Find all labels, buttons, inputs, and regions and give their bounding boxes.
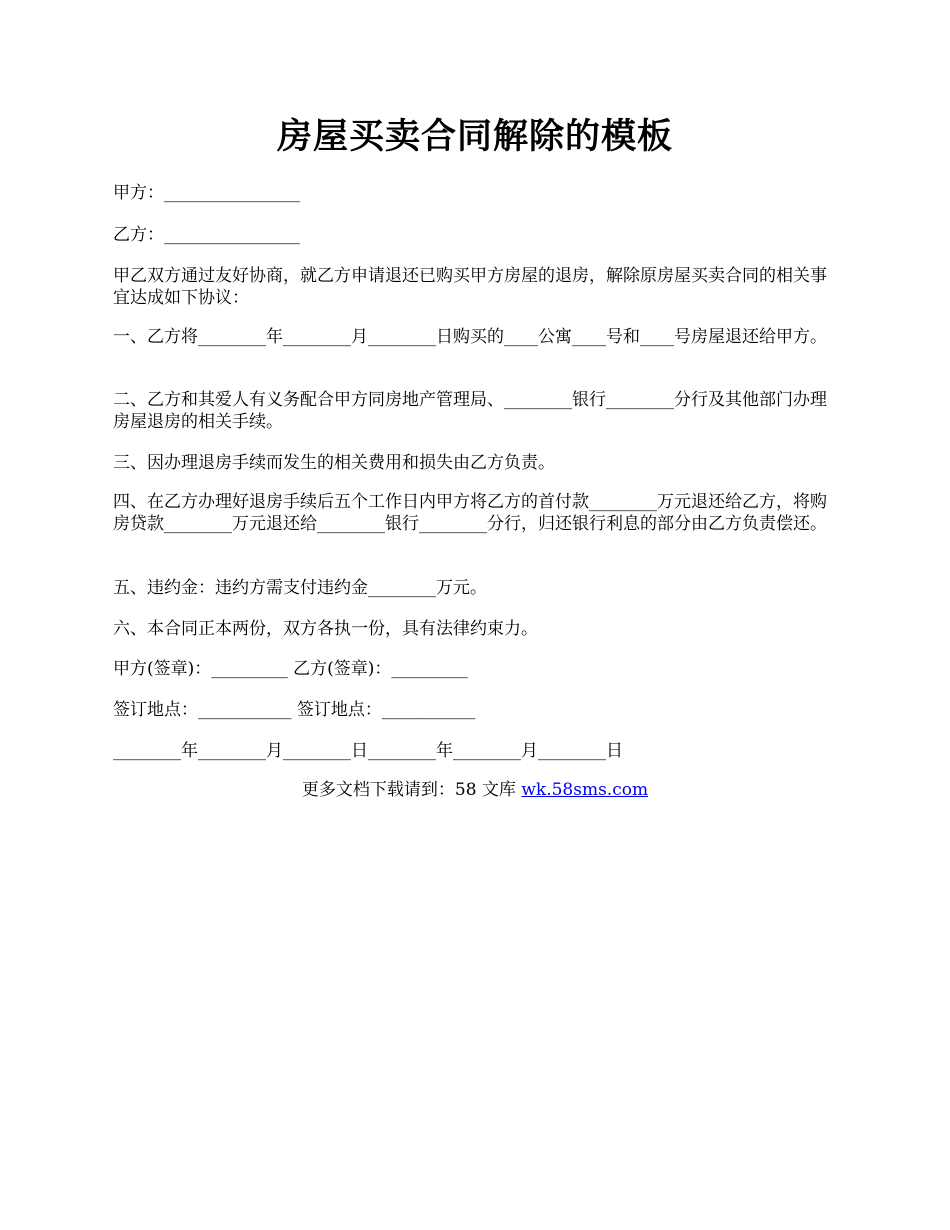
signing-place-line: 签订地点：___________ 签订地点：___________ (113, 700, 476, 720)
party-b-line: 乙方：________________ (113, 225, 300, 245)
clause-4: 四、在乙方办理好退房手续后五个工作日内甲方将乙方的首付款________万元退还给乙方，将购房贷款________万元退还给________银行________分行，归还银行利息的部分由乙方负责偿还。 (113, 492, 827, 534)
signature-line: 甲方(签章)：_________ 乙方(签章)：_________ (113, 659, 468, 679)
clause-1: 一、乙方将________年________月________日购买的____公寓____号和____号房屋退还给甲方。 (113, 327, 827, 347)
footer (0, 778, 950, 802)
clause-6: 六、本合同正本两份，双方各执一份，具有法律约束力。 (113, 619, 538, 639)
date-line: ________年________月________日________年________月________日 (113, 741, 623, 761)
party-a-line: 甲方：________________ (113, 183, 300, 203)
clause-2: 二、乙方和其爱人有义务配合甲方同房地产管理局、________银行________分行及其他部门办理房屋退房的相关手续。 (113, 390, 827, 432)
clause-3: 三、因办理退房手续而发生的相关费用和损失由乙方负责。 (113, 453, 555, 473)
intro-paragraph: 甲乙双方通过友好协商，就乙方申请退还已购买甲方房屋的退房，解除原房屋买卖合同的相关事宜达成如下协议： (113, 266, 827, 308)
footer-text: 更多文档下载请到：58 文库 (301, 780, 522, 800)
footer-link[interactable]: wk.58sms.com (521, 780, 649, 800)
clause-5: 五、违约金：违约方需支付违约金________万元。 (113, 578, 487, 598)
document-title: 房屋买卖合同解除的模板 (276, 116, 673, 157)
